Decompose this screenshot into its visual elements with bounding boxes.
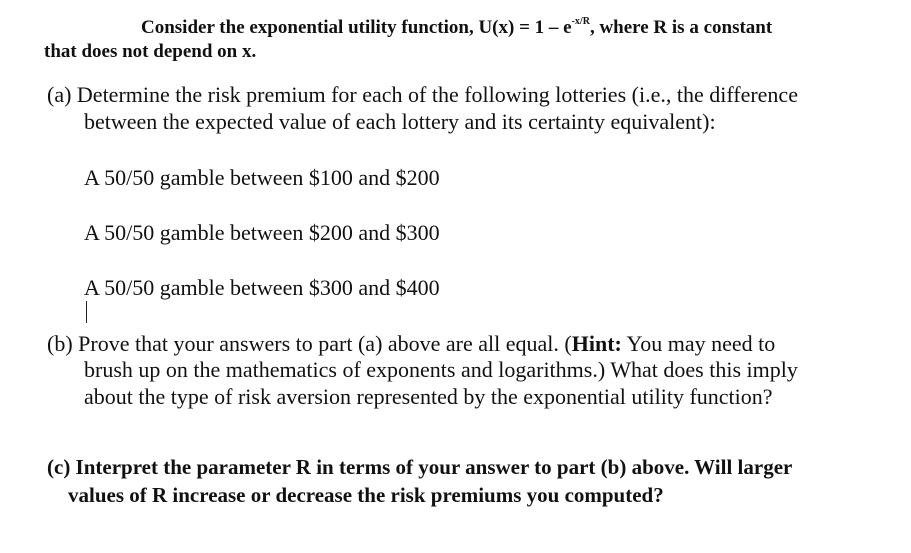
part-b-text-before: (b) Prove that your answers to part (a) above are all equal. ( [47,331,572,356]
part-b-text-after: You may need to [621,331,776,356]
lottery-3: A 50/50 gamble between $300 and $400 [84,275,440,300]
hint-label: Hint: [571,331,622,356]
part-b-line-1 [47,333,775,355]
part-b-line-2: brush up on the mathematics of exponents and logarithms.) What does this imply [84,357,798,382]
exponent: -x/R [571,16,590,27]
text-cursor [86,301,87,323]
part-c-line-2: values of R increase or decrease the risk premiums you computed? [68,483,664,507]
intro-text-after: , where R is a constant [589,17,773,38]
lottery-1: A 50/50 gamble between $100 and $200 [84,165,440,190]
part-c-line-1: (c) Interpret the parameter R in terms of your answer to part (b) above. Will larger [47,455,793,479]
part-a-line-1: (a) Determine the risk premium for each of the following lotteries (i.e., the difference [47,82,798,107]
part-b-line-3: about the type of risk aversion represented by the exponential utility function? [84,384,773,409]
lottery-2: A 50/50 gamble between $200 and $300 [84,220,440,245]
part-a-line-2: between the expected value of each lottery and its certainty equivalent): [84,109,716,134]
intro-line-1 [141,17,772,37]
intro-text-before: Consider the exponential utility function, U(x) = 1 – e [141,17,572,38]
intro-line-2: that does not depend on x. [44,41,257,62]
